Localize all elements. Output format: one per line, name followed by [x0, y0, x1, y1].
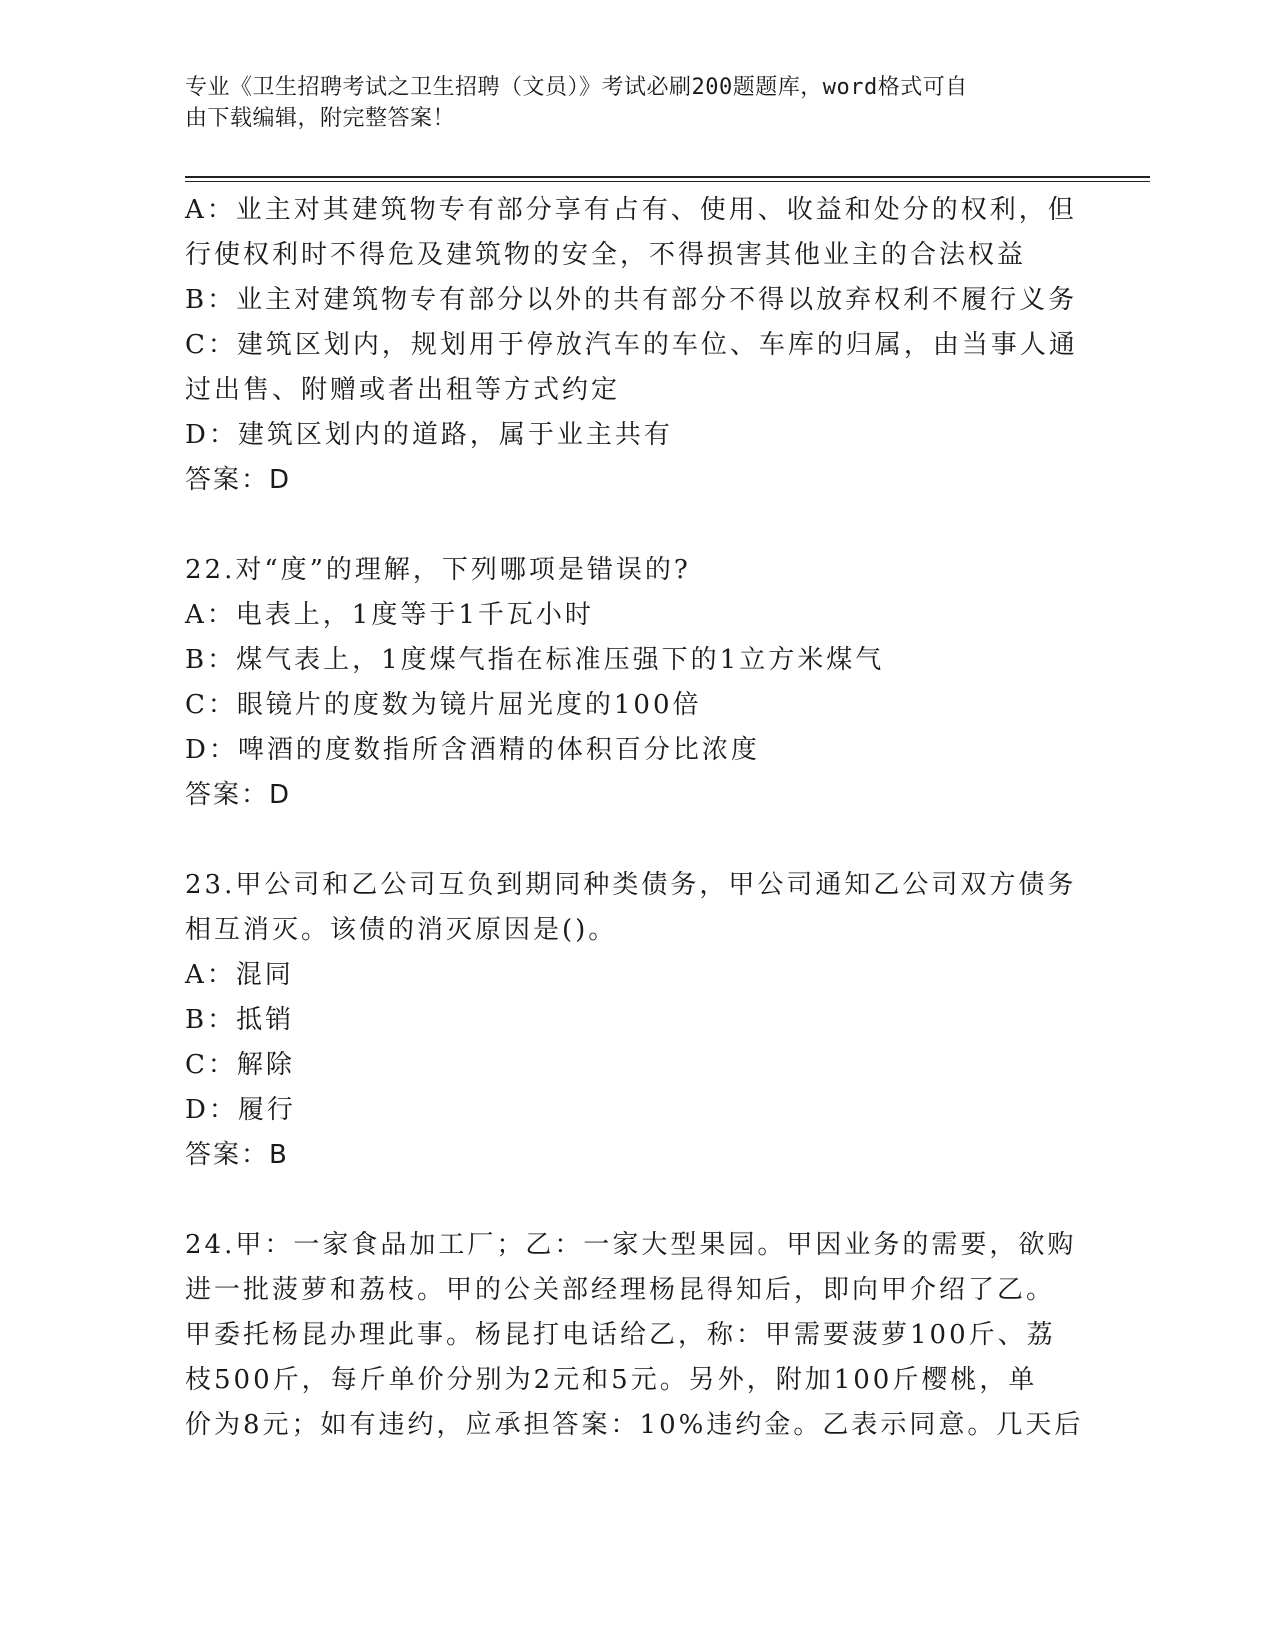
option-a: A：混同 — [185, 960, 294, 990]
answer: 答案：D — [185, 465, 292, 495]
option-d: D：履行 — [185, 1095, 296, 1125]
answer: 答案：B — [185, 1140, 289, 1170]
question-stem-line-2: 进一批菠萝和荔枝。甲的公关部经理杨昆得知后，即向甲介绍了乙。 — [185, 1275, 1056, 1305]
question-24 — [185, 1223, 1085, 1448]
option-d: D：建筑区划内的道路，属于业主共有 — [185, 420, 673, 450]
option-c: C：眼镜片的度数为镜片屈光度的100倍 — [185, 690, 702, 720]
option-b: B：业主对建筑物专有部分以外的共有部分不得以放弃权利不履行义务 — [185, 285, 1078, 315]
header-rule-thin — [185, 181, 1150, 182]
answer: 答案：D — [185, 780, 292, 810]
question-stem-line-1: 24.甲：一家食品加工厂；乙：一家大型果园。甲因业务的需要，欲购 — [185, 1230, 1077, 1260]
option-c-line-1: C：建筑区划内，规划用于停放汽车的车位、车库的归属，由当事人通 — [185, 330, 1078, 360]
question-stem-line-1: 23.甲公司和乙公司互负到期同种类债务，甲公司通知乙公司双方债务 — [185, 870, 1077, 900]
header-rule-thick — [185, 176, 1150, 178]
option-a: A：电表上，1度等于1千瓦小时 — [185, 600, 594, 630]
question-21 — [185, 188, 1085, 503]
option-c: C：解除 — [185, 1050, 295, 1080]
header-line-1: 专业《卫生招聘考试之卫生招聘（文员）》考试必刷200题题库，word格式可自 — [185, 75, 968, 100]
option-b: B：煤气表上，1度煤气指在标准压强下的1立方米煤气 — [185, 645, 885, 675]
question-stem-line-2: 相互消灭。该债的消灭原因是()。 — [185, 915, 618, 945]
option-a-line-2: 行使权利时不得危及建筑物的安全，不得损害其他业主的合法权益 — [185, 240, 1027, 270]
document-header — [185, 72, 1065, 134]
header-line-2: 由下载编辑，附完整答案！ — [185, 106, 456, 131]
question-stem-line-3: 甲委托杨昆办理此事。杨昆打电话给乙，称：甲需要菠萝100斤、荔 — [185, 1320, 1056, 1350]
option-c-line-2: 过出售、附赠或者出租等方式约定 — [185, 375, 621, 405]
option-a-line-1: A：业主对其建筑物专有部分享有占有、使用、收益和处分的权利，但 — [185, 195, 1077, 225]
question-22 — [185, 548, 1085, 818]
question-stem-line-5: 价为8元；如有违约，应承担答案：10%违约金。乙表示同意。几天后 — [185, 1410, 1084, 1440]
question-stem: 22.对“度”的理解，下列哪项是错误的? — [185, 555, 691, 585]
question-23 — [185, 863, 1085, 1178]
option-d: D：啤酒的度数指所含酒精的体积百分比浓度 — [185, 735, 760, 765]
option-b: B：抵销 — [185, 1005, 295, 1035]
question-stem-line-4: 枝500斤，每斤单价分别为2元和5元。另外，附加100斤樱桃，单 — [185, 1365, 1038, 1395]
document-body — [185, 188, 1085, 1448]
